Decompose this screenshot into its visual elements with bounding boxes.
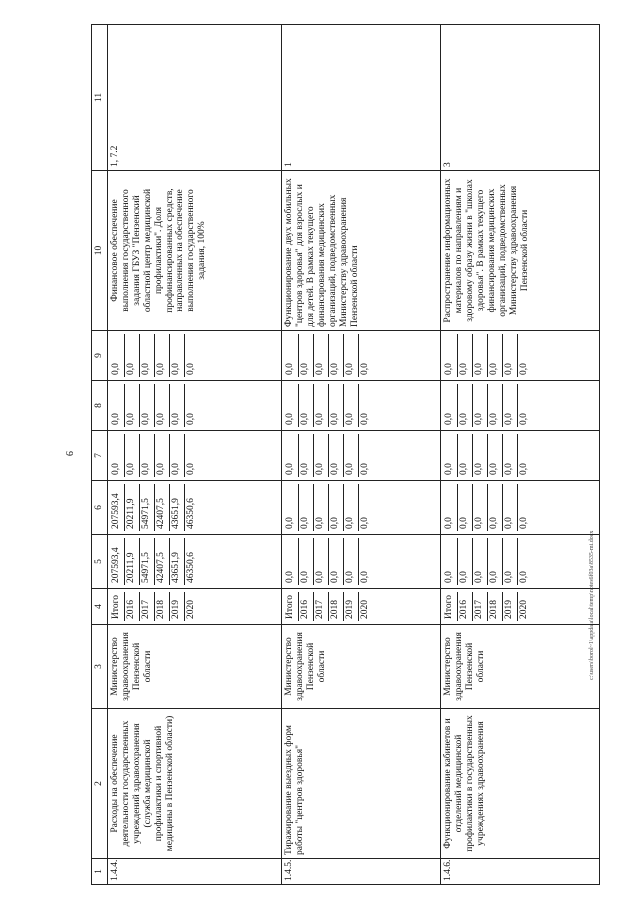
row-result: Финансовое обеспечение выполнения государственного задания ГБУЗ "Пензенский областной центр медицинской профилактики". Доля профинансированных средств, направленных на обеспечение выполнения государственного задания, 100% — [107, 171, 281, 331]
value-cell: 0,0 — [443, 434, 458, 477]
row-id: 1.4.6. — [441, 859, 600, 885]
header-row — [92, 25, 108, 885]
row-id: 1.4.4. — [107, 859, 281, 885]
col8-values — [284, 384, 373, 427]
value-cell: 0,0 — [329, 484, 344, 531]
value-cell: 0,0 — [519, 413, 530, 425]
value-cell: 0,0 — [473, 334, 488, 377]
value-cell: 0,0 — [344, 484, 359, 531]
value-cell: 0,0 — [140, 434, 155, 477]
row-result: Функционирование двух мобильных "центров здоровья" для взрослых и для детей. В рамках текущего финансирования медицинских организаций, подведомственных Министерству здравоохранения Пензенской области — [282, 171, 441, 331]
row-executor: Министерство здравоохранения Пензенской области — [107, 625, 281, 709]
value-cell: 0,0 — [360, 413, 371, 425]
value-cell: 0,0 — [329, 334, 344, 377]
value-cell: 0,0 — [329, 538, 344, 585]
table-row — [441, 25, 600, 885]
value-cell: 0,0 — [284, 384, 299, 427]
value-cell: 0,0 — [488, 484, 503, 531]
year-cell: Итого — [443, 592, 458, 621]
value-cell: 0,0 — [443, 538, 458, 585]
value-cell: 0,0 — [458, 434, 473, 477]
value-cell: 0,0 — [314, 384, 329, 427]
header-col-2: 2 — [92, 709, 108, 859]
value-cell: 0,0 — [140, 334, 155, 377]
col5-values — [284, 538, 373, 585]
value-cell: 43651,9 — [170, 484, 185, 531]
value-cell: 0,0 — [488, 538, 503, 585]
col5-values — [110, 538, 199, 585]
footer-file-path: c:\users\borol~1\appdata\local\temp\notes6f03a\8535-mi.docx — [589, 530, 595, 680]
value-cell: 0,0 — [503, 334, 518, 377]
value-cell: 42407,5 — [155, 538, 170, 585]
row-name: Функционирование кабинетов и отделений медицинской профилактики в государственных учреждениях здравоохранения — [441, 709, 600, 859]
value-cell: 0,0 — [314, 538, 329, 585]
value-cell: 0,0 — [473, 384, 488, 427]
year-cell: 2018 — [329, 592, 344, 621]
value-cell: 46350,6 — [185, 498, 196, 529]
value-cell: 0,0 — [519, 463, 530, 475]
value-cell: 0,0 — [314, 484, 329, 531]
value-cell: 0,0 — [140, 384, 155, 427]
years-list — [110, 592, 199, 621]
value-cell: 54971,5 — [140, 484, 155, 531]
value-cell: 42407,5 — [155, 484, 170, 531]
value-cell: 20211,9 — [125, 538, 140, 585]
row-name: Расходы на обеспечение деятельности государственных учреждений здравоохранения (служба медицинской профилактики и спортивной медицины в Пензенской области) — [107, 709, 281, 859]
value-cell: 0,0 — [488, 384, 503, 427]
value-cell: 0,0 — [125, 384, 140, 427]
value-cell: 0,0 — [488, 434, 503, 477]
year-cell: 2017 — [473, 592, 488, 621]
value-cell: 0,0 — [299, 384, 314, 427]
row-result: Распространение информационных материалов по направлениям и здоровому образу жизни в "школах здоровья". В рамках текущего финансирования медицинских организаций, подведомственных Министерству здравоохранения Пензенской области — [441, 171, 600, 331]
program-table — [91, 24, 600, 885]
header-col-4: 4 — [92, 589, 108, 625]
value-cell: 0,0 — [458, 484, 473, 531]
value-cell: 0,0 — [125, 434, 140, 477]
row-indicator: 3 — [441, 25, 600, 171]
row-indicator: 1, 7.2 — [107, 25, 281, 171]
value-cell: 0,0 — [110, 384, 125, 427]
row-executor: Министерство здравоохранения Пензенской области — [441, 625, 600, 709]
value-cell: 43651,9 — [170, 538, 185, 585]
row-indicator: 1 — [282, 25, 441, 171]
value-cell: 46350,6 — [185, 552, 196, 583]
value-cell: 20211,9 — [125, 484, 140, 531]
value-cell: 207593,4 — [110, 484, 125, 531]
col6-values — [443, 484, 532, 531]
value-cell: 0,0 — [503, 538, 518, 585]
year-cell: 2018 — [155, 592, 170, 621]
value-cell: 0,0 — [110, 434, 125, 477]
value-cell: 0,0 — [443, 334, 458, 377]
year-cell: 2019 — [503, 592, 518, 621]
value-cell: 0,0 — [473, 538, 488, 585]
value-cell: 0,0 — [443, 484, 458, 531]
value-cell: 0,0 — [360, 463, 371, 475]
value-cell: 0,0 — [284, 484, 299, 531]
col9-values — [110, 334, 199, 377]
value-cell: 0,0 — [329, 384, 344, 427]
value-cell: 0,0 — [299, 434, 314, 477]
year-cell: 2020 — [519, 600, 530, 619]
value-cell: 0,0 — [314, 334, 329, 377]
value-cell: 0,0 — [458, 334, 473, 377]
value-cell: 0,0 — [503, 434, 518, 477]
table-row — [282, 25, 441, 885]
value-cell: 0,0 — [170, 334, 185, 377]
value-cell: 0,0 — [360, 571, 371, 583]
header-col-5: 5 — [92, 535, 108, 589]
year-cell: 2016 — [125, 592, 140, 621]
value-cell: 0,0 — [329, 434, 344, 477]
rotated-page-content — [91, 25, 600, 885]
value-cell: 54971,5 — [140, 538, 155, 585]
year-cell: 2017 — [314, 592, 329, 621]
year-cell: 2019 — [170, 592, 185, 621]
header-col-9: 9 — [92, 331, 108, 381]
year-cell: 2019 — [344, 592, 359, 621]
year-cell: Итого — [110, 592, 125, 621]
row-id: 1.4.5. — [282, 859, 441, 885]
year-cell: 2020 — [185, 600, 196, 619]
header-col-7: 7 — [92, 431, 108, 481]
value-cell: 0,0 — [519, 363, 530, 375]
col8-values — [443, 384, 532, 427]
value-cell: 0,0 — [360, 363, 371, 375]
col5-values — [443, 538, 532, 585]
value-cell: 0,0 — [284, 334, 299, 377]
col7-values — [284, 434, 373, 477]
year-cell: 2018 — [488, 592, 503, 621]
year-cell: 2017 — [140, 592, 155, 621]
value-cell: 0,0 — [488, 334, 503, 377]
value-cell: 0,0 — [503, 484, 518, 531]
value-cell: 0,0 — [503, 384, 518, 427]
value-cell: 0,0 — [284, 538, 299, 585]
page-number: 9 — [63, 451, 74, 456]
value-cell: 0,0 — [185, 413, 196, 425]
header-col-1: 1 — [92, 859, 108, 885]
year-cell: Итого — [284, 592, 299, 621]
col7-values — [443, 434, 532, 477]
header-col-3: 3 — [92, 625, 108, 709]
value-cell: 0,0 — [299, 484, 314, 531]
value-cell: 0,0 — [170, 434, 185, 477]
value-cell: 0,0 — [519, 517, 530, 529]
header-col-11: 11 — [92, 25, 108, 171]
value-cell: 0,0 — [519, 571, 530, 583]
table-row — [107, 25, 281, 885]
value-cell: 0,0 — [344, 538, 359, 585]
value-cell: 0,0 — [473, 484, 488, 531]
header-col-8: 8 — [92, 381, 108, 431]
col8-values — [110, 384, 199, 427]
col6-values — [110, 484, 199, 531]
header-col-10: 10 — [92, 171, 108, 331]
value-cell: 0,0 — [155, 434, 170, 477]
value-cell: 0,0 — [170, 384, 185, 427]
header-col-6: 6 — [92, 481, 108, 535]
col6-values — [284, 484, 373, 531]
value-cell: 0,0 — [458, 538, 473, 585]
years-list — [284, 592, 373, 621]
col9-values — [284, 334, 373, 377]
value-cell: 0,0 — [299, 538, 314, 585]
value-cell: 0,0 — [443, 384, 458, 427]
value-cell: 0,0 — [125, 334, 140, 377]
years-list — [443, 592, 532, 621]
value-cell: 0,0 — [314, 434, 329, 477]
year-cell: 2016 — [299, 592, 314, 621]
value-cell: 0,0 — [185, 363, 196, 375]
col7-values — [110, 434, 199, 477]
value-cell: 0,0 — [458, 384, 473, 427]
value-cell: 0,0 — [344, 434, 359, 477]
year-cell: 2016 — [458, 592, 473, 621]
value-cell: 0,0 — [344, 384, 359, 427]
value-cell: 207593,4 — [110, 538, 125, 585]
row-name: Тиражирование выездных форм работы "центров здоровья" — [282, 709, 441, 859]
value-cell: 0,0 — [360, 517, 371, 529]
value-cell: 0,0 — [284, 434, 299, 477]
value-cell: 0,0 — [473, 434, 488, 477]
value-cell: 0,0 — [155, 384, 170, 427]
value-cell: 0,0 — [155, 334, 170, 377]
row-executor: Министерство здравоохранения Пензенской области — [282, 625, 441, 709]
value-cell: 0,0 — [110, 334, 125, 377]
year-cell: 2020 — [360, 600, 371, 619]
value-cell: 0,0 — [299, 334, 314, 377]
col9-values — [443, 334, 532, 377]
value-cell: 0,0 — [185, 463, 196, 475]
value-cell: 0,0 — [344, 334, 359, 377]
